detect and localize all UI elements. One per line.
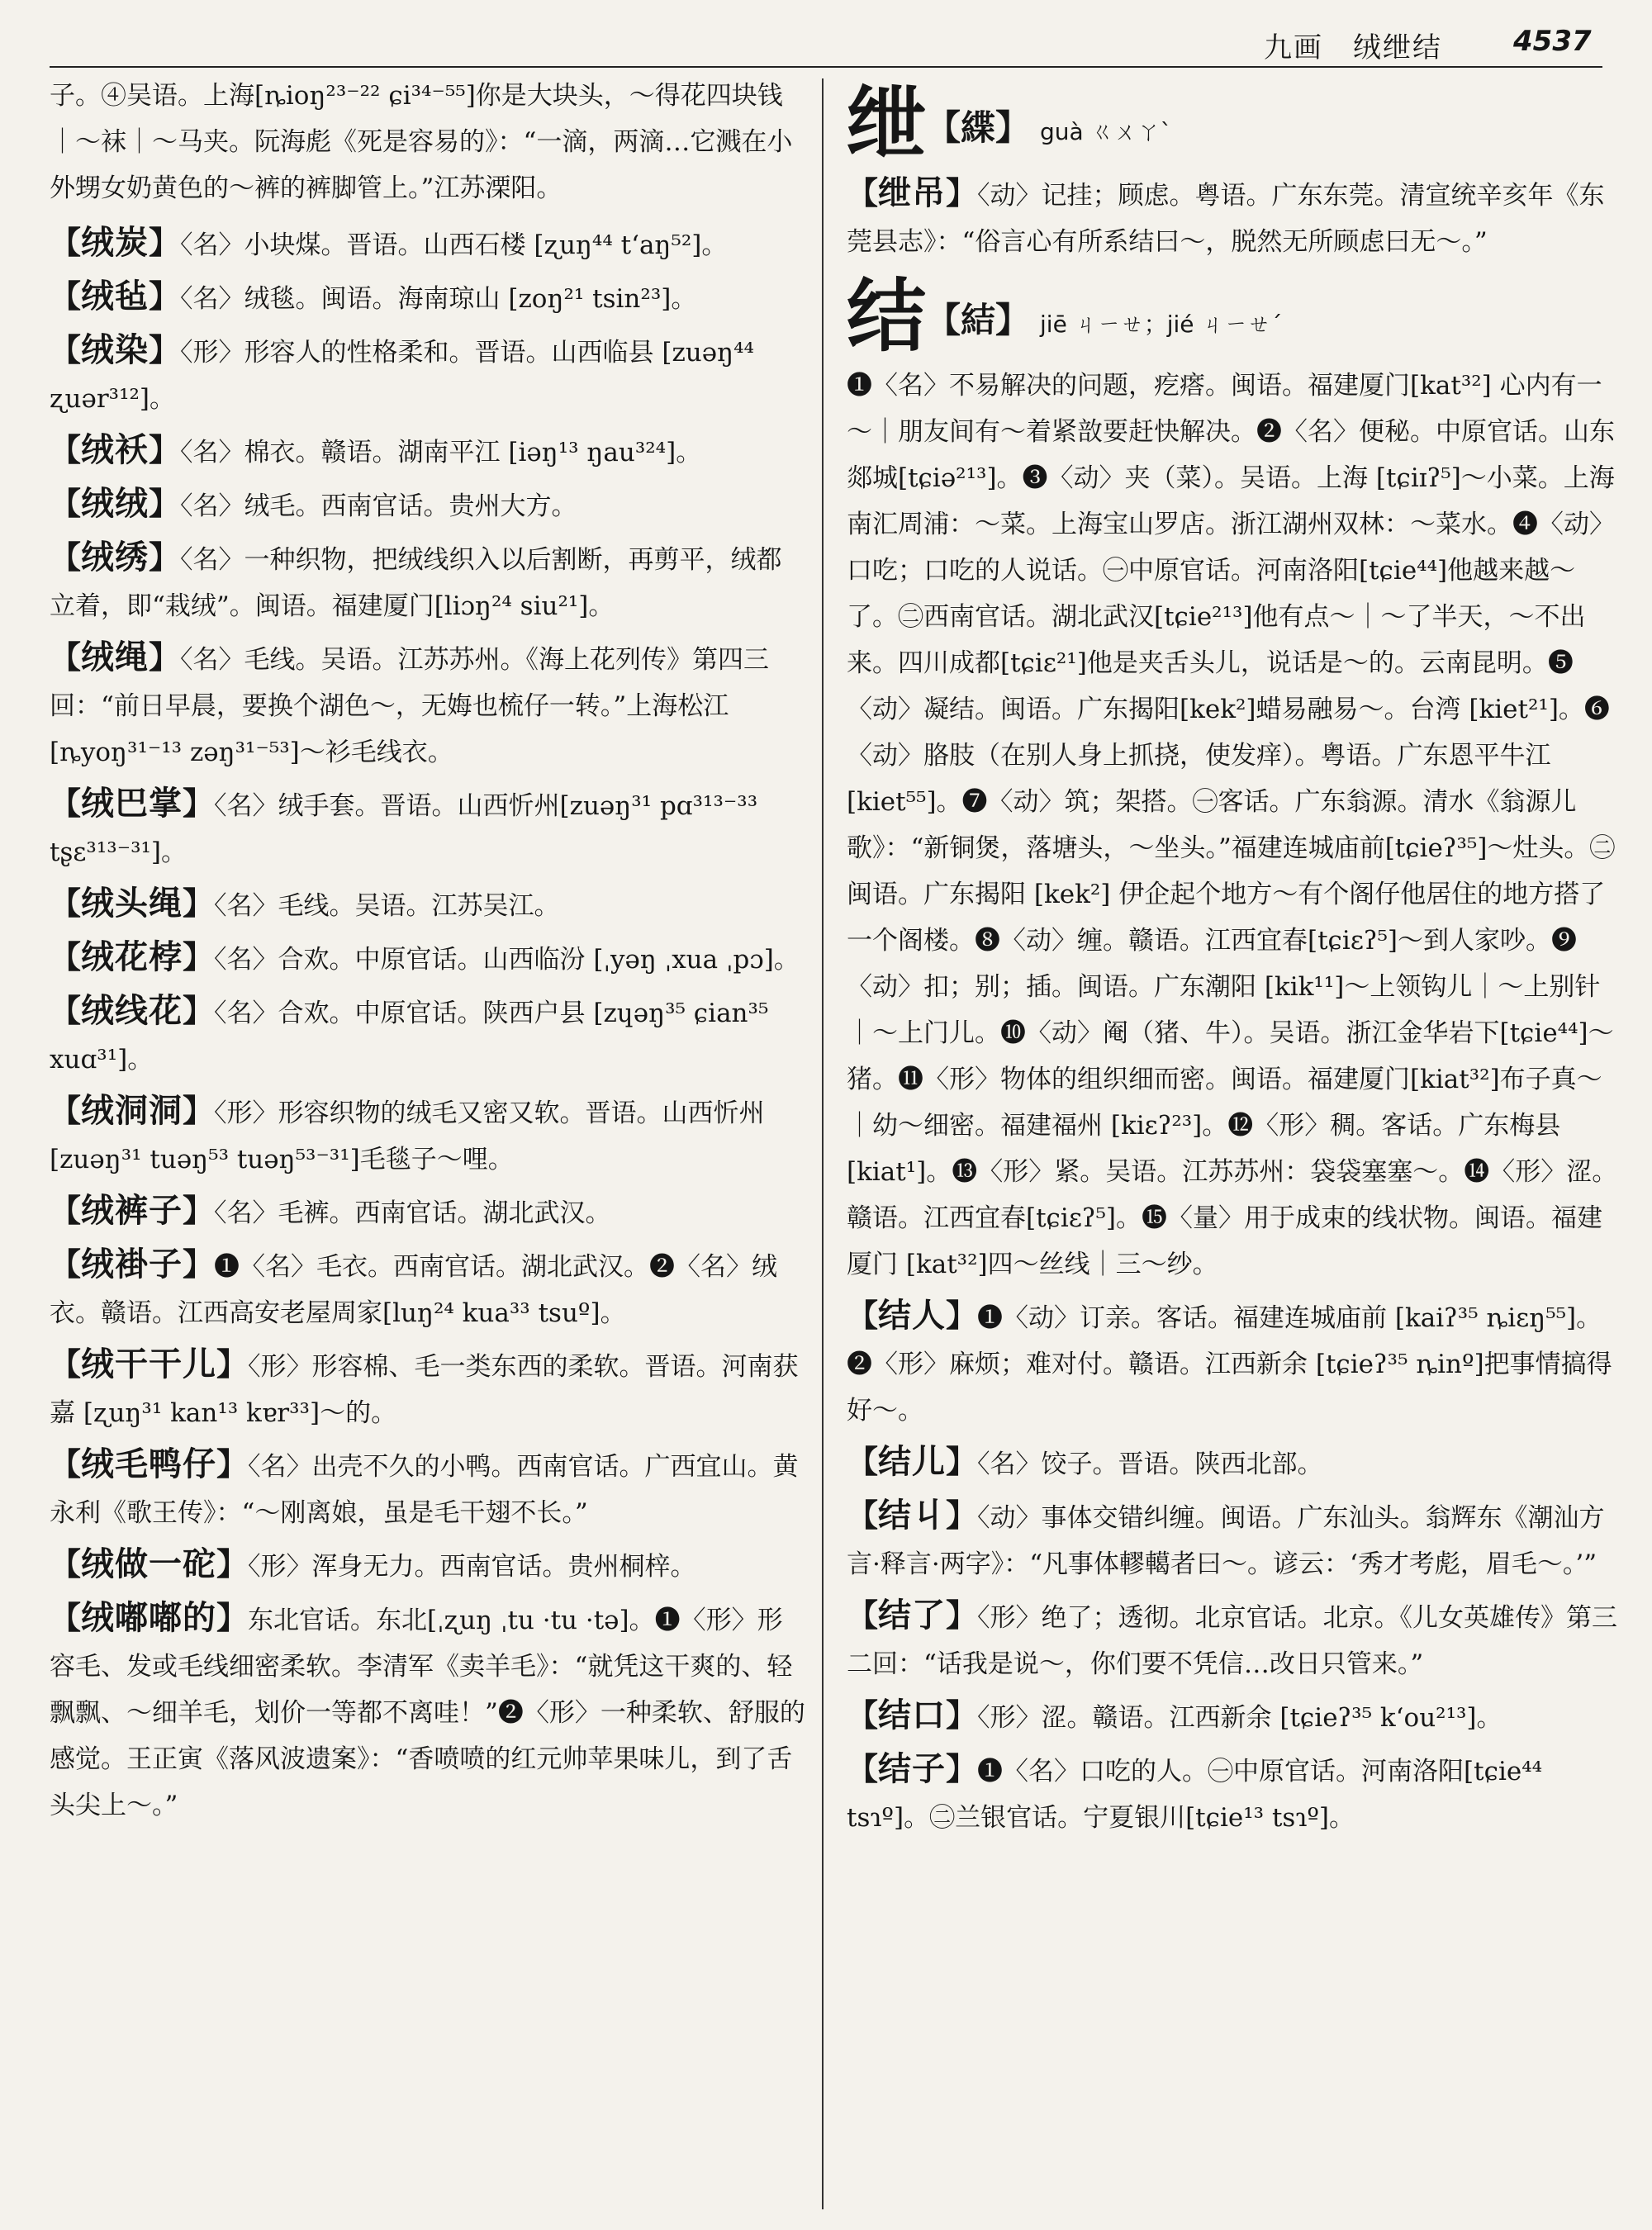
right-column	[847, 73, 1619, 2220]
definition: 〈名〉小块煤。晋语。山西石楼 [ʐuŋ⁴⁴ tʻaŋ⁵²]。	[180, 230, 728, 260]
headword: 结人	[878, 1296, 947, 1335]
headword: 绒洞洞	[81, 1091, 183, 1130]
traditional-form: 【結】	[926, 300, 1031, 340]
definition: 〈名〉出壳不久的小鸭。西南官话。广西宜山。黄永利《歌王传》：“～刚离娘，虽是毛干翅不长。”	[50, 1452, 799, 1528]
entry: 【绒做一砣】〈形〉浑身无力。西南官话。贵州桐梓。	[50, 1544, 696, 1583]
headword: 绒花桲	[81, 937, 183, 976]
entry: 【绒花桲】〈名〉合欢。中原官话。山西临汾 [ˌyəŋ ˌxua ˌpɔ]。	[50, 937, 800, 976]
page-header	[0, 0, 1652, 73]
definition: ❶〈名〉口吃的人。㊀中原官话。河南洛阳[tɕie⁴⁴ tsɿº]。㊁兰银官话。宁夏银川[tɕie¹³ tsɿº]。	[847, 1757, 1543, 1833]
headword: 绒绣	[81, 538, 150, 576]
entry: 【绒炭】〈名〉小块煤。晋语。山西石楼 [ʐuŋ⁴⁴ tʻaŋ⁵²]。	[50, 223, 728, 262]
headword: 绒毛鸭仔	[81, 1445, 217, 1483]
headword: 结儿	[878, 1442, 947, 1481]
running-head: 九画 绒绁结	[1264, 31, 1442, 64]
definition: 〈名〉绒毯。闽语。海南琼山 [zoŋ²¹ tsin²³]。	[180, 284, 697, 314]
entry: 【绒褂子】❶〈名〉毛衣。西南官话。湖北武汉。❷〈名〉绒衣。赣语。江西高安老屋周家[luŋ²⁴ kua³³ tsuº]。	[50, 1245, 778, 1328]
definition: 〈形〉涩。赣语。江西新余 [tɕieʔ³⁵ kʻou²¹³]。	[977, 1703, 1502, 1733]
headword: 绒毡	[81, 277, 150, 316]
column-divider	[822, 78, 824, 2209]
entry: 【结了】〈形〉绝了；透彻。北京官话。北京。《儿女英雄传》第三二回：“话我是说～，你们要不凭信…改日只管来。”	[847, 1596, 1618, 1679]
definition: 〈名〉合欢。中原官话。陕西户县 [zɥəŋ³⁵ ɕian³⁵ xuɑ³¹]。	[50, 999, 769, 1075]
headword: 绒线花	[81, 991, 183, 1030]
definition: 〈动〉记挂；顾虑。粤语。广东东莞。清宣统辛亥年《东莞县志》：“俗言心有所系结曰～，脱然无所顾虑曰无～。”	[847, 181, 1605, 257]
definition: 〈名〉合欢。中原官话。山西临汾 [ˌyəŋ ˌxua ˌpɔ]。	[214, 945, 800, 975]
entry: 【绒巴掌】〈名〉绒手套。晋语。山西忻州[zuəŋ³¹ pɑ³¹³⁻³³ tʂɛ³¹³⁻³¹]。	[50, 784, 758, 867]
definition: 〈动〉事体交错纠缠。闽语。广东汕头。翁辉东《潮汕方言·释言·两字》：“凡事体轇轕者曰～。谚云：‘秀才考彪，眉毛～。’”	[847, 1503, 1605, 1579]
character-definition: ❶〈名〉不易解决的问题，疙瘩。闽语。福建厦门[kat³²] 心内有一～｜朋友间有～着紧敨要赶快解决。❷〈名〉便秘。中原官话。山东郯城[tɕiə²¹³]。❸〈动〉夹（菜）。吴语。上海 [tɕiɪʔ⁵]～小菜。上海南汇周浦：～菜。上海宝山罗店。浙江湖州双林：～菜水。❹〈动〉口吃；口吃的人说话。㊀中原官话。河南洛阳[tɕie⁴⁴]他越来越～了。㊁西南官话。湖北武汉[tɕie²¹³]他有点～｜～了半天，～不出来。四川成都[tɕiɛ²¹]他是夹舌头儿，说话是～的。云南昆明。❺〈动〉凝结。闽语。广东揭阳[kek²]蜡易融易～。台湾 [kiet²¹]。❻〈动〉胳肢（在别人身上抓挠，使发痒）。粤语。广东恩平牛江 [kiet⁵⁵]。❼〈动〉筑；架搭。㊀客话。广东翁源。清水《翁源儿歌》：“新铜煲，落塘头，～坐头。”福建连城庙前[tɕieʔ³⁵]～灶头。㊁闽语。广东揭阳 [kek²] 伊企起个地方～有个阁仔他居住的地方搭了一个阁楼。❽〈动〉缠。赣语。江西宜春[tɕiɛʔ⁵]～到人家吵。❾〈动〉扣；别；插。闽语。广东潮阳 [kik¹¹]～上领钩儿｜～上别针｜～上门儿。❿〈动〉阉（猪、牛）。吴语。浙江金华岩下[tɕie⁴⁴]～猪。⓫〈形〉物体的组织细而密。闽语。福建厦门[kiat³²]布子真～｜幼～细密。福建福州 [kiɛʔ²³]。⓬〈形〉稠。客话。广东梅县 [kiat¹]。⓭〈形〉紧。吴语。江苏苏州：袋袋塞塞～。⓮〈形〉涩。赣语。江西宜春[tɕiɛʔ⁵]。⓯〈量〉用于成束的线状物。闽语。福建厦门 [kat³²]四～丝线｜三～纱。	[847, 371, 1618, 1279]
definition: 〈形〉形容棉、毛一类东西的柔软。晋语。河南获嘉 [ʐuŋ³¹ kan¹³ kɐr³³]～的。	[50, 1352, 799, 1428]
definition: ❶〈名〉毛衣。西南官话。湖北武汉。❷〈名〉绒衣。赣语。江西高安老屋周家[luŋ²⁴ kua³³ tsuº]。	[50, 1252, 778, 1328]
pronunciation: jiē ㄐㄧㄝ；jié ㄐㄧㄝˊ	[1040, 311, 1283, 338]
headword: 绒嘟嘟的	[81, 1598, 217, 1637]
definition: 〈形〉浑身无力。西南官话。贵州桐梓。	[248, 1552, 696, 1582]
headword: 结子	[878, 1749, 947, 1788]
definition: 〈名〉毛线。吴语。江苏吴江。	[214, 891, 560, 921]
definition: 〈形〉形容织物的绒毛又密又软。晋语。山西忻州[zuəŋ³¹ tuəŋ⁵³ tuəŋ⁵³⁻³¹]毛毯子～哩。	[50, 1098, 765, 1174]
entry: 【绒毛鸭仔】〈名〉出壳不久的小鸭。西南官话。广西宜山。黄永利《歌王传》：“～刚离娘，虽是毛干翅不长。”	[50, 1445, 799, 1528]
head-character: 绁	[847, 77, 926, 170]
entry: 【绒绒】〈名〉绒毛。西南官话。贵州大方。	[50, 484, 577, 523]
entry: 【结人】❶〈动〉订亲。客话。福建连城庙前 [kaiʔ³⁵ ȵiɛŋ⁵⁵]。❷〈形〉麻烦；难对付。赣语。江西新余 [tɕieʔ³⁵ ȵinº]把事情搞得好～。	[847, 1296, 1612, 1426]
entry: 【结子】❶〈名〉口吃的人。㊀中原官话。河南洛阳[tɕie⁴⁴ tsɿº]。㊁兰银官话。宁夏银川[tɕie¹³ tsɿº]。	[847, 1749, 1543, 1833]
headword: 绒干干儿	[81, 1345, 217, 1383]
character-head	[847, 77, 1619, 170]
entry: 【绒线花】〈名〉合欢。中原官话。陕西户县 [zɥəŋ³⁵ ɕian³⁵ xuɑ³¹]。	[50, 991, 769, 1075]
headword: 结口	[878, 1696, 947, 1734]
entry: 【绒嘟嘟的】东北官话。东北[ˌʐuŋ ˌtu ·tu ·tə]。❶〈形〉形容毛、发或毛线细密柔软。李清军《卖羊毛》：“就凭这干爽的、轻飘飘、～细羊毛，划价一等都不离哇！”❷〈形〉一种柔软、舒服的感觉。王正寅《落风波遗案》：“香喷喷的红元帅苹果味儿，到了舌头尖上～。”	[50, 1598, 805, 1820]
entry: 【绒头绳】〈名〉毛线。吴语。江苏吴江。	[50, 884, 560, 923]
definition: 〈名〉一种织物，把绒线织入以后割断，再剪平，绒都立着，即“栽绒”。闽语。福建厦门[liɔŋ²⁴ siu²¹]。	[50, 545, 782, 621]
headword: 绒袄	[81, 430, 150, 469]
page-number: 4537	[1513, 25, 1592, 58]
headword: 绁吊	[878, 173, 947, 212]
definition: 〈名〉毛裤。西南官话。湖北武汉。	[214, 1198, 611, 1228]
header-rule	[50, 66, 1602, 68]
definition: 〈名〉饺子。晋语。陕西北部。	[977, 1450, 1323, 1479]
headword: 绒炭	[81, 223, 150, 262]
headword: 结了	[878, 1596, 947, 1635]
pronunciation: guà ㄍㄨㄚˋ	[1040, 118, 1172, 145]
entry: 【绒袄】〈名〉棉衣。赣语。湖南平江 [iəŋ¹³ ŋau³²⁴]。	[50, 430, 702, 469]
headword: 绒褂子	[81, 1245, 183, 1283]
entry: 【结丩】〈动〉事体交错纠缠。闽语。广东汕头。翁辉东《潮汕方言·释言·两字》：“凡事体轇轕者曰～。谚云：‘秀才考彪，眉毛～。’”	[847, 1496, 1605, 1579]
entry: 【绒洞洞】〈形〉形容织物的绒毛又密又软。晋语。山西忻州[zuəŋ³¹ tuəŋ⁵³ tuəŋ⁵³⁻³¹]毛毯子～哩。	[50, 1091, 765, 1174]
character-head	[847, 269, 1619, 363]
definition: ❶〈动〉订亲。客话。福建连城庙前 [kaiʔ³⁵ ȵiɛŋ⁵⁵]。❷〈形〉麻烦；难对付。赣语。江西新余 [tɕieʔ³⁵ ȵinº]把事情搞得好～。	[847, 1303, 1612, 1426]
continuation-text: 子。④吴语。上海[ȵioŋ²³⁻²² ɕi³⁴⁻⁵⁵]你是大块头，～得花四块钱｜～袜｜～马夹。阮海彪《死是容易的》：“一滴，两滴…它溅在小外甥女奶黄色的～裤的裤脚管上。”江苏溧阳。	[50, 81, 793, 203]
headword: 绒绒	[81, 484, 150, 523]
entry: 【绒裤子】〈名〉毛裤。西南官话。湖北武汉。	[50, 1191, 611, 1230]
headword: 绒绳	[81, 638, 150, 676]
entry: 【绒染】〈形〉形容人的性格柔和。晋语。山西临县 [zuəŋ⁴⁴ ʐuər³¹²]。	[50, 330, 754, 414]
headword: 绒巴掌	[81, 784, 183, 823]
traditional-form: 【緤】	[926, 107, 1031, 148]
entry: 【绒干干儿】〈形〉形容棉、毛一类东西的柔软。晋语。河南获嘉 [ʐuŋ³¹ kan¹³ kɐr³³]～的。	[50, 1345, 799, 1428]
left-column	[50, 73, 805, 2220]
entry: 【结儿】〈名〉饺子。晋语。陕西北部。	[847, 1442, 1323, 1481]
entry: 【绒绳】〈名〉毛线。吴语。江苏苏州。《海上花列传》第四三回：“前日早晨，要换个湖色～，无娒也梳仔一转。”上海松江[ȵyoŋ³¹⁻¹³ zəŋ³¹⁻⁵³]～衫毛线衣。	[50, 638, 770, 767]
headword: 结丩	[878, 1496, 947, 1535]
definition: 〈名〉绒手套。晋语。山西忻州[zuəŋ³¹ pɑ³¹³⁻³³ tʂɛ³¹³⁻³¹]。	[50, 791, 758, 867]
definition: 〈名〉棉衣。赣语。湖南平江 [iəŋ¹³ ŋau³²⁴]。	[180, 438, 702, 467]
entry: 【结口】〈形〉涩。赣语。江西新余 [tɕieʔ³⁵ kʻou²¹³]。	[847, 1696, 1502, 1734]
headword: 绒裤子	[81, 1191, 183, 1230]
headword: 绒做一砣	[81, 1544, 217, 1583]
headword: 绒头绳	[81, 884, 183, 923]
definition: 〈形〉绝了；透彻。北京官话。北京。《儿女英雄传》第三二回：“话我是说～，你们要不凭信…改日只管来。”	[847, 1603, 1618, 1679]
definition: 东北官话。东北[ˌʐuŋ ˌtu ·tu ·tə]。❶〈形〉形容毛、发或毛线细密柔软。李清军《卖羊毛》：“就凭这干爽的、轻飘飘、～细羊毛，划价一等都不离哇！”❷〈形〉一种柔软、舒服的感觉。王正寅《落风波遗案》：“香喷喷的红元帅苹果味儿，到了舌头尖上～。”	[50, 1606, 805, 1820]
entry: 【绒绣】〈名〉一种织物，把绒线织入以后割断，再剪平，绒都立着，即“栽绒”。闽语。福建厦门[liɔŋ²⁴ siu²¹]。	[50, 538, 782, 621]
definition: 〈名〉毛线。吴语。江苏苏州。《海上花列传》第四三回：“前日早晨，要换个湖色～，无娒也梳仔一转。”上海松江[ȵyoŋ³¹⁻¹³ zəŋ³¹⁻⁵³]～衫毛线衣。	[50, 645, 770, 767]
definition: 〈名〉绒毛。西南官话。贵州大方。	[180, 491, 577, 521]
definition: 〈形〉形容人的性格柔和。晋语。山西临县 [zuəŋ⁴⁴ ʐuər³¹²]。	[50, 338, 754, 414]
entry: 【绒毡】〈名〉绒毯。闽语。海南琼山 [zoŋ²¹ tsin²³]。	[50, 277, 697, 316]
headword: 绒染	[81, 330, 150, 369]
head-character: 结	[847, 269, 926, 363]
entry: 【绁吊】〈动〉记挂；顾虑。粤语。广东东莞。清宣统辛亥年《东莞县志》：“俗言心有所系结曰～，脱然无所顾虑曰无～。”	[847, 173, 1605, 257]
